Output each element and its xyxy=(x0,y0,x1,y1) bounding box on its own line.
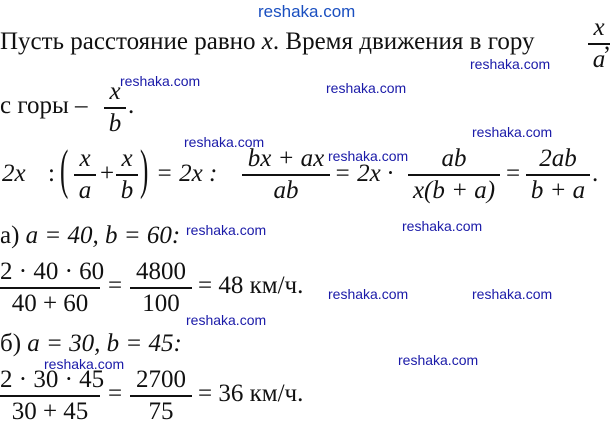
fraction-bar xyxy=(408,174,500,176)
fraction-bar xyxy=(116,174,138,176)
fraction-numerator: x xyxy=(79,145,91,172)
fraction-denominator: 30 + 45 xyxy=(11,397,89,425)
watermark: reshaka.com xyxy=(398,352,479,368)
watermark: reshaka.com xyxy=(186,312,267,328)
fraction-numerator: 2 · 30 · 45 xyxy=(0,366,105,393)
fraction-numerator: x xyxy=(593,14,605,41)
equals-sign: = xyxy=(108,272,123,299)
condition-text: a = 40, b = 60: xyxy=(25,222,181,249)
fraction-part-b-calc xyxy=(0,366,105,426)
fraction-bar xyxy=(0,395,100,397)
fraction-denominator: ab xyxy=(273,176,299,204)
fraction-numerator: x xyxy=(109,78,121,105)
fraction-numerator: 2700 xyxy=(136,366,186,393)
fraction-denominator: b + a xyxy=(530,176,586,204)
part-a-result: = 48 км/ч. xyxy=(198,272,304,299)
watermark: reshaka.com xyxy=(472,124,553,140)
fraction-ab-over-x xyxy=(408,145,500,205)
fraction-numerator: x xyxy=(121,145,133,172)
comma: , xyxy=(604,28,611,55)
part-label: б) xyxy=(0,330,28,357)
fraction-bar xyxy=(130,395,192,397)
statement-line-2 xyxy=(0,92,88,120)
watermark-top: reshaka.com xyxy=(258,2,356,21)
statement-text: . Время движения в гору xyxy=(272,28,535,55)
division-sign: : xyxy=(48,160,55,187)
fraction-numerator: bx + ax xyxy=(247,145,325,172)
fraction-denominator: a xyxy=(592,45,606,73)
watermark: reshaka.com xyxy=(402,218,483,234)
equation-step: = 2x · xyxy=(334,160,394,187)
fraction-denominator: 40 + 60 xyxy=(11,289,89,317)
left-paren: ( xyxy=(60,141,69,201)
watermark: reshaka.com xyxy=(326,80,407,96)
fraction-part-b-value xyxy=(130,366,192,426)
part-label: а) xyxy=(0,222,26,249)
fraction-part-a-calc xyxy=(0,258,105,318)
fraction-x-over-b xyxy=(116,145,138,205)
fraction-bar xyxy=(0,287,100,289)
period: . xyxy=(128,92,135,119)
statement-text: с горы – xyxy=(0,92,88,119)
fraction-2ab-result xyxy=(526,145,590,205)
fraction-denominator: b xyxy=(108,109,122,137)
condition-text: a = 30, b = 45: xyxy=(27,330,182,357)
fraction-part-a-value xyxy=(130,258,192,318)
fraction-denominator: 100 xyxy=(142,289,180,317)
watermark: reshaka.com xyxy=(186,222,267,238)
fraction-denominator: a xyxy=(78,176,92,204)
fraction-bar xyxy=(74,174,96,176)
statement-line-1 xyxy=(0,28,535,56)
fraction-bar xyxy=(130,287,192,289)
equals-sign: = xyxy=(506,160,521,187)
watermark: reshaka.com xyxy=(472,286,553,302)
plus-sign: + xyxy=(100,160,115,187)
equation-lhs: 2x xyxy=(2,160,26,187)
equation-step: = 2x : xyxy=(156,160,218,187)
watermark: reshaka.com xyxy=(184,134,265,150)
fraction-bar xyxy=(526,174,590,176)
fraction-bar xyxy=(242,174,330,176)
fraction-bx-plus-ax xyxy=(242,145,330,205)
variable-x: x xyxy=(261,28,273,55)
part-b-condition xyxy=(0,330,182,358)
watermark: reshaka.com xyxy=(328,286,409,302)
watermark: reshaka.com xyxy=(120,73,201,89)
part-b-result: = 36 км/ч. xyxy=(198,380,304,407)
equals-sign: = xyxy=(108,380,123,407)
fraction-denominator: 75 xyxy=(148,397,174,425)
fraction-downhill-time xyxy=(104,78,126,138)
fraction-denominator: b xyxy=(120,176,134,204)
fraction-numerator: ab xyxy=(441,145,467,172)
fraction-numerator: 4800 xyxy=(136,258,186,285)
watermark: reshaka.com xyxy=(470,56,551,72)
fraction-numerator: 2ab xyxy=(539,145,577,172)
fraction-x-over-a xyxy=(74,145,96,205)
part-a-condition xyxy=(0,222,180,250)
statement-text: Пусть расстояние равно xyxy=(0,28,262,55)
fraction-bar xyxy=(104,107,126,109)
watermark: reshaka.com xyxy=(44,356,125,372)
fraction-numerator: 2 · 40 · 60 xyxy=(0,258,105,285)
period: . xyxy=(592,160,599,187)
watermark: reshaka.com xyxy=(328,148,409,164)
fraction-denominator: x(b + a) xyxy=(412,176,496,204)
right-paren: ) xyxy=(140,141,149,201)
